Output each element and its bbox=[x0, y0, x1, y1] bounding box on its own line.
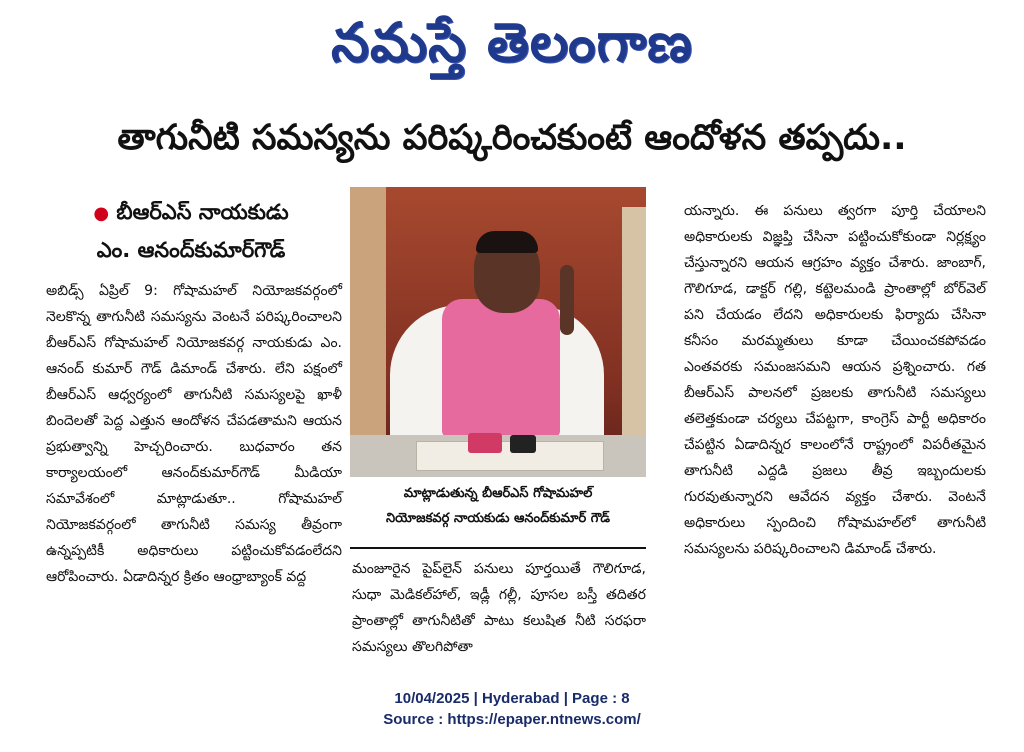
photo-wall-frame bbox=[622, 207, 646, 467]
photo-phone-pink bbox=[468, 433, 502, 453]
photo-phone-black bbox=[510, 435, 536, 453]
caption-divider bbox=[350, 547, 646, 549]
byline-line1-text: బీఆర్‌ఎస్ నాయకుడు bbox=[116, 200, 289, 224]
photo-caption bbox=[350, 481, 646, 531]
photo-door-frame bbox=[350, 187, 386, 477]
photo-person-scarf bbox=[442, 299, 560, 437]
photo-caption-line1: మాట్లాడుతున్న బీఆర్‌ఎస్ గోషామహల్ bbox=[403, 486, 593, 501]
byline-line1 bbox=[46, 194, 336, 232]
footer-date-page: 10/04/2025 | Hyderabad | Page : 8 bbox=[394, 690, 630, 707]
masthead-logo: నమస్తే తెలంగాణ bbox=[331, 10, 693, 74]
article-column-3: యన్నారు. ఈ పనులు త్వరగా పూర్తి చేయాలని అధికారులకు విజ్ఞప్తి చేసినా పట్టించుకోకుండా నిర్లక్ష్యం చేస్తున్నారని ఆయన ఆగ్రహం వ్యక్తం చేశారు. జాంబాగ్, గౌలిగూడ, డాక్టర్ గల్లి, కట్టెలమండి ప్రాంతాల్లో బోర్‌వెల్ పని చేయడం లేదని అధికారులకు ఫిర్యాదు చేసినా కనీసం మరమ్మతులు కూడా చేయించకపోవడం ఎంతవరకు సమంజసమని ఆయన ప్రశ్నించారు. గత బీఆర్‌ఎస్ పాలనలో ప్రజలకు తాగునీటి సమస్యలు తలెత్తకుండా చర్యలు చేపట్టగా, కాంగ్రెస్ పార్టీ అధికారం చేపట్టిన ఏడాదిన్నర కాలంలోనే రాష్ట్రంలో విపరీతమైన తాగునీటి ఎద్దడి ప్రజలు తీవ్ర ఇబ్బందులకు గురవుతున్నారని ఆవేదన వ్యక్తం చేశారు. వెంటనే అధికారులు స్పందించి గోషామహల్‌లో తాగునీటి సమస్యలను పరిష్కరించాలని డిమాండ్ చేశారు. bbox=[684, 203, 986, 557]
article-column-2: మంజూరైన పైప్‌లైన్ పనులు పూర్తయితే గౌలిగూడ, సుధా మెడికల్‌హాల్, ఇడ్లీ గల్లీ, పూసల బస్తీ తదితర ప్రాంతాల్లో తాగునీటితో పాటు కలుషిత నీటి సరఫరా సమస్యలు తొలగిపోతా bbox=[352, 561, 646, 655]
headline: తాగునీటి సమస్యను పరిష్కరించకుంటే ఆందోళన తప్పదు.. bbox=[117, 118, 907, 158]
photo-person-hair bbox=[476, 231, 538, 253]
footer bbox=[0, 688, 1024, 730]
article-column-1: అబిడ్స్ ఏప్రిల్ 9: గోషామహల్ నియోజకవర్గంలో నెలకొన్న తాగునీటి సమస్యను వెంటనే పరిష్కరించాలని బీఆర్‌ఎస్ గోషామహల్ నియోజకవర్గ నాయకుడు ఎం. ఆనంద్ కుమార్ గౌడ్ డిమాండ్ చేశారు. లేని పక్షంలో బీఆర్‌ఎస్ ఆధ్వర్యంలో తాగునీటి సమస్యలపై ఖాళీ బిందెలతో పెద్ద ఎత్తున ఆందోళన చేపడతామని ఆయన ప్రభుత్వాన్ని హెచ్చరించారు. బుధవారం తన కార్యాలయంలో ఆనంద్‌కుమార్‌గౌడ్ మీడియా సమావేశంలో మాట్లాడుతూ.. గోషామహల్ నియోజకవర్గంలో తాగునీటి సమస్య తీవ్రంగా ఉన్నప్పటికీ అధికారులు పట్టించుకోవడంలేదని ఆరోపించారు. ఏడాదిన్నర క్రితం ఆంధ్రాబ్యాంక్ వద్ద bbox=[46, 283, 342, 585]
byline bbox=[46, 194, 336, 268]
footer-source: Source : https://epaper.ntnews.com/ bbox=[383, 711, 641, 728]
bullet-icon: ● bbox=[93, 203, 110, 224]
photo-person-finger bbox=[560, 265, 574, 335]
photo-caption-line2: నియోజకవర్గ నాయకుడు ఆనంద్‌కుమార్ గౌడ్ bbox=[386, 511, 610, 526]
article-photo bbox=[350, 187, 646, 477]
byline-line2: ఎం. ఆనంద్‌కుమార్‌గౌడ్ bbox=[96, 238, 286, 262]
